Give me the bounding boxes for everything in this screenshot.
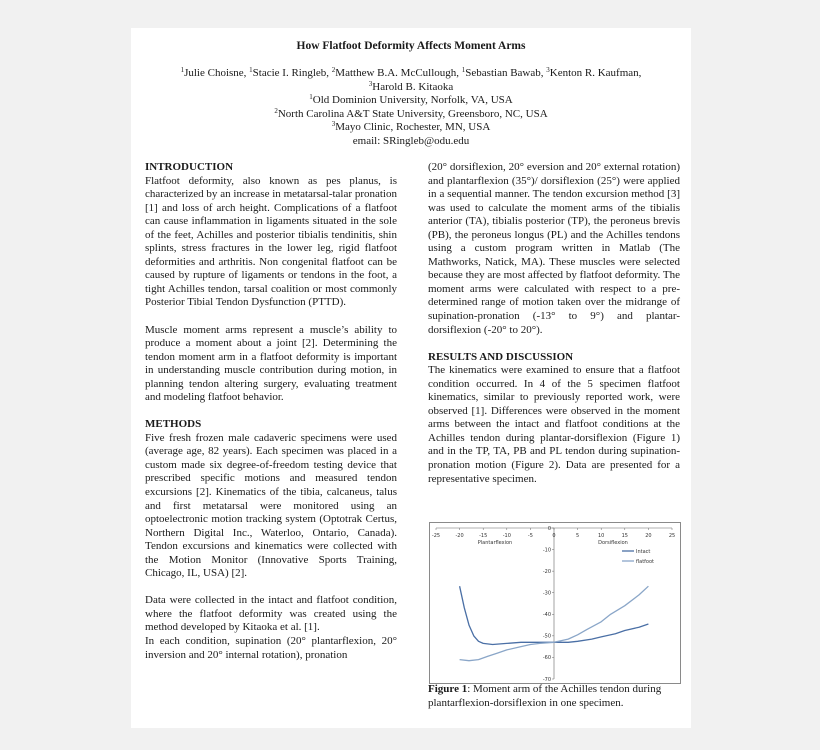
section-heading: RESULTS AND DISCUSSION — [428, 350, 574, 363]
x-tick-label: 25 — [668, 533, 676, 539]
plantarflexion-label: Plantarflexion — [477, 540, 513, 546]
paragraph: Five fresh frozen male cadaveric specimens were used (average age, 82 years). Each specimen was placed in a custom made six degree-of-freedom testing device that prescribed specific motions and measured tendon excursions [2]. Kinematics of the tibia, calcaneus, talus and first metatarsal were monitored using an optoelectronic motion tracking system (Optotrak Certus, Northern Digital Inc., Waterloo, Ontario, Canada). Tendon excursions and kinematics were collected with the Motion Monitor (Innovative Sports Training, Chicago, IL, USA) [2]. — [145, 431, 397, 580]
affiliation: $^1$Old Dominion University, Norfolk, VA, USA — [309, 93, 513, 107]
author: $^1$Stacie I. Ringleb, — [249, 66, 332, 79]
section-heading: METHODS — [145, 418, 202, 431]
x-tick-label: 10 — [598, 533, 605, 539]
paragraph: The kinematics were examined to ensure that a flatfoot condition occurred. In 4 of the 5 specimen flatfoot kinematics, similar to previously reported work, were observed [1]. Differences were observed in the moment arms between the intact and flatfoot conditions at the Achilles tendon during plantar-dorsiflexion (Figure 1) and in the TP, TA, PB and PL tendon during supination-pronation motion (Figure 2). Data are presented for a representative specimen. — [428, 364, 680, 485]
y-tick-label: -20 — [542, 568, 551, 575]
figure-1-chart — [429, 522, 681, 684]
paper-page — [131, 28, 691, 728]
y-tick-label: 0 — [547, 525, 551, 532]
right-column — [428, 161, 680, 486]
y-tick-label: -60 — [542, 655, 551, 662]
paragraph: (20° dorsiflexion, 20° eversion and 20° external rotation) and plantarflexion (35°)/ dorsiflexion (25°) were applied in a sequential manner. The tendon excursion method [3] was used to calculate the moment arms of the tibialis anterior (TA), tibialis posterior (TP), the peroneus brevis (PB), the peroneus longus (PL) and the Achilles tendons using a custom program written in Matlab (The Mathworks, Natick, MA). These muscles were selected because they are most affected by flatfoot deformity. The moment arms were calculated with respect to a pre-determined range of motion taken over the midrange of supination-pronation (-13° to 9°) and plantar-dorsiflexion (-20° to 20°). — [428, 161, 680, 336]
x-tick-label: 15 — [621, 533, 628, 539]
paragraph-gap — [428, 337, 680, 351]
x-tick-label: -25 — [431, 533, 441, 539]
paragraph-gap — [145, 405, 397, 419]
paper-title: How Flatfoot Deformity Affects Moment Arms — [296, 40, 526, 52]
y-tick-label: -70 — [542, 676, 551, 683]
affiliation: $^2$North Carolina A&T State University, Greensboro, NC, USA — [274, 106, 548, 120]
author: $^2$Matthew B.A. McCullough, — [331, 66, 462, 79]
caption-text: : Moment arm of the Achilles tendon during plantarflexion-dorsiflexion in one specimen. — [428, 683, 662, 709]
left-column — [145, 161, 397, 662]
contact-email: email: SRingleb@odu.edu — [352, 134, 470, 147]
caption-label: Figure 1 — [428, 683, 468, 695]
moment-arm-chart — [430, 523, 680, 683]
dorsiflexion-label: Dorsiflexion — [598, 540, 628, 546]
x-tick-label: -5 — [527, 533, 533, 539]
author: $^1$Sebastian Bawab, — [461, 66, 547, 79]
x-tick-label: -10 — [502, 533, 511, 539]
authors-line-1 — [131, 67, 691, 81]
paragraph: Flatfoot deformity, also known as pes planus, is characterized by an increase in metatarsal-talar pronation [1] and loss of arch height. Complications of a flatfoot can cause inflammation in ligaments situated in the sole of the feet, Achilles and posterior tibialis tendinitis, shin splints, stress fractures in the lower leg, rigid flatfoot deformities and arthritis. Non congenital flatfoot can be caused by rupture of ligaments or tendons in the foot, a tight Achilles tendon, tarsal coalition or most commonly Posterior Tibial Tendon Dysfunction (PTTD). — [145, 174, 397, 309]
x-tick-label: 0 — [552, 533, 556, 539]
authors-line-2: $^3$Harold B. Kitaoka — [368, 79, 454, 93]
author-block — [131, 67, 691, 149]
y-tick-label: -50 — [542, 633, 551, 640]
legend-label: Intact — [636, 548, 651, 555]
affiliation: $^3$Mayo Clinic, Rochester, MN, USA — [331, 120, 491, 134]
paragraph: In each condition, supination (20° plantarflexion, 20° inversion and 20° internal rotation), pronation — [145, 635, 397, 661]
author: $^3$Kenton R. Kaufman, — [546, 66, 642, 79]
legend-label: flatfoot — [636, 558, 655, 565]
y-tick-label: -40 — [542, 612, 551, 619]
x-tick-label: 20 — [645, 533, 652, 539]
y-tick-label: -30 — [542, 590, 551, 597]
section-heading: INTRODUCTION — [145, 161, 234, 173]
x-tick-label: -15 — [479, 533, 488, 539]
y-tick-label: -10 — [542, 547, 551, 554]
paragraph-gap — [145, 310, 397, 324]
paragraph-gap — [145, 581, 397, 595]
x-tick-label: -20 — [455, 533, 464, 539]
paragraph: Muscle moment arms represent a muscle’s ability to produce a moment about a joint [2]. Determining the tendon moment arm in a flatfoot deformity is important in understanding muscle contribution during motion, in planning tendon altering surgery, evaluating treatment and modeling flatfoot behavior. — [145, 323, 397, 404]
x-tick-label: 5 — [576, 533, 580, 539]
figure-caption — [428, 683, 680, 710]
author: $^1$Julie Choisne, — [180, 66, 250, 79]
paragraph: Data were collected in the intact and flatfoot condition, where the flatfoot deformity was created using the method developed by Kitaoka et al. [1]. — [145, 594, 397, 634]
